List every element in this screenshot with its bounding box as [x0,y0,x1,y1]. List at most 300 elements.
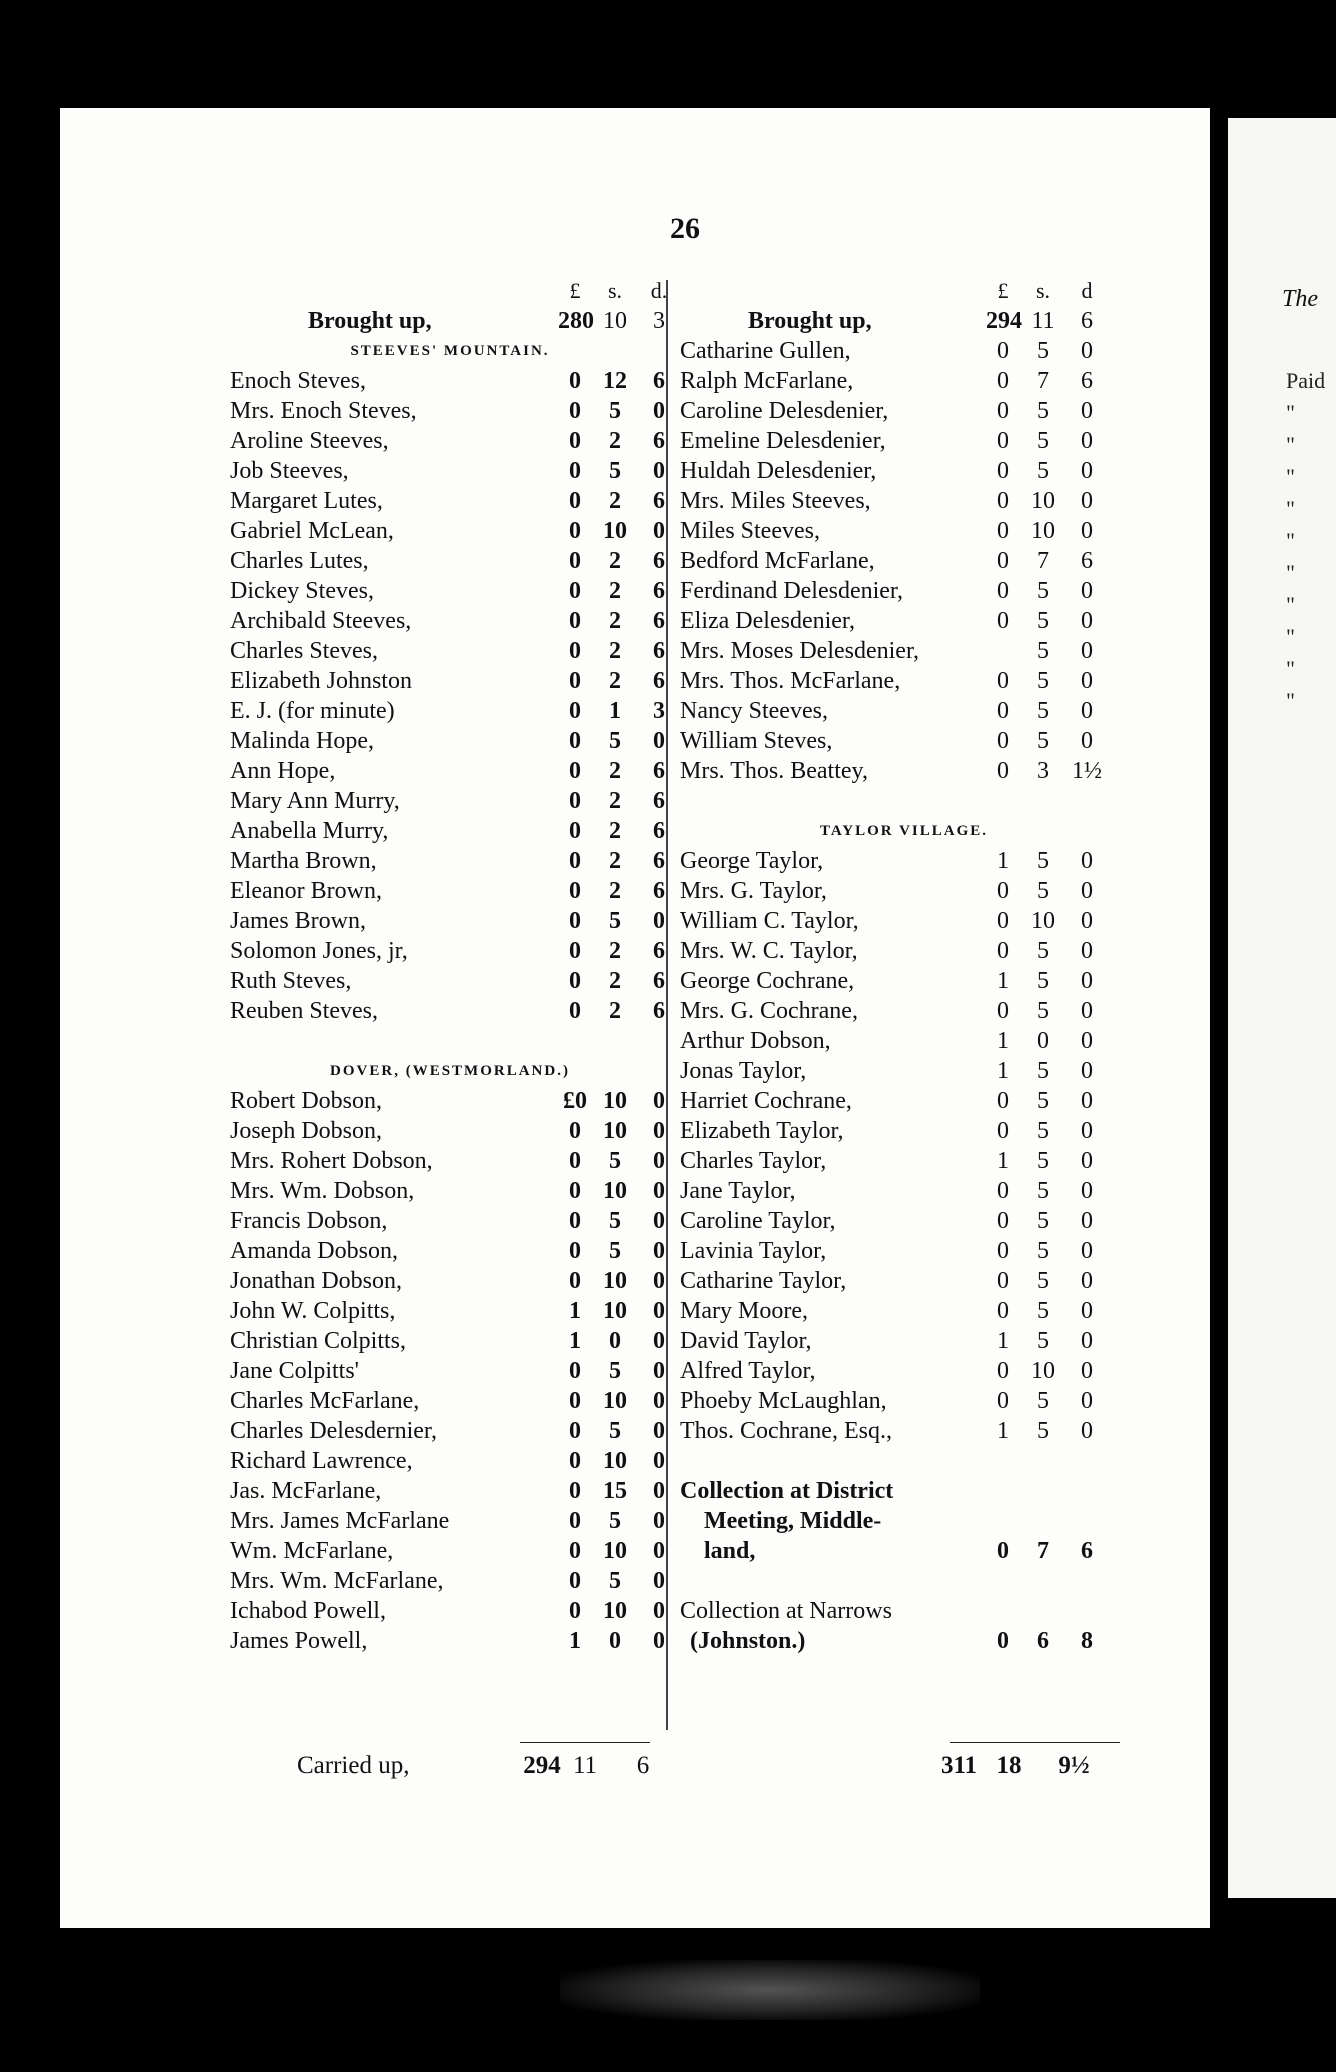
collection-amount-row [680,1626,1128,1656]
amount-shillings: 5 [1037,638,1049,664]
facing-page-line: " [1286,560,1295,585]
entry-name: Job Steeves, [230,458,349,484]
amount-shillings: 5 [609,1358,621,1384]
amount-pounds: 1 [997,1418,1009,1444]
ledger-entry [230,786,670,816]
entry-name: Francis Dobson, [230,1208,388,1234]
entry-name: Ichabod Powell, [230,1598,386,1624]
amount-pence: 0 [653,1358,665,1384]
entry-name: Mrs. G. Cochrane, [680,998,858,1024]
entry-name: Reuben Steves, [230,998,378,1024]
facing-page-line: " [1286,400,1295,425]
amount-pounds: 1 [569,1298,581,1324]
amount-pounds: 0 [569,638,581,664]
amount-pounds: 0 [997,1358,1009,1384]
facing-page-title: The [1282,286,1318,312]
amount-pence: 6 [653,758,665,784]
ledger-entry [680,366,1128,396]
entry-name: Nancy Steeves, [680,698,828,724]
amount-shillings: 5 [1037,578,1049,604]
amount-pence: 6 [1081,368,1093,394]
ledger-entry [230,366,670,396]
amount-pence: 0 [1081,1208,1093,1234]
entry-name: Aroline Steeves, [230,428,389,454]
amount-pence: 0 [653,1418,665,1444]
amount-shillings: 2 [609,758,621,784]
ledger-entry [230,1086,670,1116]
ledger-entry [230,696,670,726]
collection-line [680,1596,1128,1626]
amount-pounds: 0 [569,1598,581,1624]
shillings-heading: s. [1035,278,1051,303]
amount-pounds: 0 [997,908,1009,934]
amount-shillings: 10 [1031,908,1055,934]
ledger-entry [230,1266,670,1296]
entry-name: Elizabeth Taylor, [680,1118,844,1144]
ledger-entry [680,1416,1128,1446]
brought-up-shillings: 10 [603,308,627,334]
amount-pounds: 0 [569,1448,581,1474]
ledger-entry [230,666,670,696]
amount-pence: 0 [1081,728,1093,754]
entry-name: George Taylor, [680,848,824,874]
amount-shillings: 10 [603,1448,627,1474]
ledger-entry [230,576,670,606]
amount-shillings: 10 [1031,1358,1055,1384]
ledger-entry [680,756,1128,786]
amount-pence: 0 [1081,578,1093,604]
amount-pence: 0 [1081,1418,1093,1444]
amount-pounds: 0 [997,698,1009,724]
entry-name: Mrs. Enoch Steves, [230,398,417,424]
amount-shillings: 5 [1037,1058,1049,1084]
amount-pence: 6 [653,938,665,964]
ledger-entry [230,1446,670,1476]
amount-pence: 6 [1081,1538,1093,1564]
amount-shillings: 10 [603,1178,627,1204]
amount-pence: 0 [1081,668,1093,694]
facing-page-line: " [1286,592,1295,617]
entry-name: Enoch Steves, [230,368,366,394]
brought-up-pence: 3 [653,308,665,334]
ledger-entry [230,1386,670,1416]
currency-header [680,276,1128,306]
ledger-entry [230,1476,670,1506]
facing-page-line: " [1286,496,1295,521]
ledger-entry [230,1566,670,1596]
amount-pounds: 0 [997,428,1009,454]
entry-name: Jane Colpitts' [230,1358,359,1384]
ledger-entry [230,1176,670,1206]
entry-name: Ruth Steves, [230,968,352,994]
ledger-entry [230,396,670,426]
entry-name: Charles McFarlane, [230,1388,420,1414]
amount-pounds: 0 [569,1178,581,1204]
left-column [230,276,670,1656]
entry-name: Huldah Delesdenier, [680,458,877,484]
amount-shillings: 5 [609,728,621,754]
ledger-entry [680,906,1128,936]
amount-shillings: 5 [1037,848,1049,874]
amount-pounds: 0 [997,368,1009,394]
total-rule [950,1742,1120,1743]
ledger-entry [680,1356,1128,1386]
amount-pounds: 0 [569,788,581,814]
ledger-entry [230,486,670,516]
collection-text: (Johnston.) [690,1628,806,1654]
ledger-entry [230,546,670,576]
right-column [680,276,1128,1656]
amount-shillings: 5 [1037,1328,1049,1354]
brought-up-pounds: 294 [986,308,1022,334]
entry-name: Jas. McFarlane, [230,1478,382,1504]
facing-page-line: " [1286,624,1295,649]
entry-name: James Brown, [230,908,366,934]
entry-name: Thos. Cochrane, Esq., [680,1418,892,1444]
amount-pence: 0 [1081,608,1093,634]
ledger-entry [680,996,1128,1026]
ledger-entry [680,876,1128,906]
amount-pence: 0 [653,1148,665,1174]
amount-pounds: 0 [997,1088,1009,1114]
amount-pounds: 1 [997,848,1009,874]
amount-shillings: 5 [609,908,621,934]
ledger-entry [230,456,670,486]
section-title: TAYLOR VILLAGE. [819,823,989,839]
ledger-entry [680,636,1128,666]
amount-shillings: 5 [1037,998,1049,1024]
amount-pence: 0 [1081,1328,1093,1354]
collection-text: Meeting, Middle- [704,1508,882,1534]
ledger-entry [680,1266,1128,1296]
pence-heading: d. [650,278,668,303]
amount-shillings: 5 [1037,1298,1049,1324]
amount-pence: 0 [1081,1118,1093,1144]
carried-pence: 9½ [1058,1752,1090,1779]
amount-pounds: 0 [569,458,581,484]
entry-name: Miles Steeves, [680,518,820,544]
ledger-entry [230,426,670,456]
ledger-entry [680,846,1128,876]
amount-pence: 0 [1081,458,1093,484]
amount-pence: 0 [1081,428,1093,454]
amount-pounds: 0 [569,1568,581,1594]
entry-name: Charles Steves, [230,638,378,664]
amount-shillings: 15 [603,1478,627,1504]
amount-shillings: 2 [609,818,621,844]
amount-pounds: 0 [569,1388,581,1414]
amount-pounds: 1 [997,968,1009,994]
entry-name: Amanda Dobson, [230,1238,398,1264]
amount-pounds: 0 [997,608,1009,634]
ledger-entry [680,696,1128,726]
amount-pence: 0 [653,1538,665,1564]
ledger-entry [230,606,670,636]
amount-shillings: 0 [609,1628,621,1654]
amount-pence: 6 [653,428,665,454]
amount-pence: 0 [1081,488,1093,514]
amount-shillings: 5 [1037,428,1049,454]
amount-shillings: 7 [1037,368,1049,394]
ledger-entry [680,426,1128,456]
amount-pounds: 0 [569,728,581,754]
amount-pence: 0 [653,1208,665,1234]
amount-pence: 0 [653,1298,665,1324]
amount-pence: 6 [653,548,665,574]
collection-text: Collection at District [680,1478,894,1504]
section-title: DOVER, (WESTMORLAND.) [330,1063,570,1079]
amount-pounds: 0 [569,1538,581,1564]
amount-pence: 0 [1081,878,1093,904]
ledger-entry [680,1116,1128,1146]
ledger-entry [680,486,1128,516]
amount-shillings: 2 [609,788,621,814]
entry-name: Mrs. Miles Steeves, [680,488,871,514]
amount-pence: 6 [653,668,665,694]
entry-name: Mrs. James McFarlane [230,1508,450,1534]
entry-name: Christian Colpitts, [230,1328,407,1354]
amount-shillings: 5 [609,1418,621,1444]
amount-pounds: 0 [997,1298,1009,1324]
entry-name: Mrs. W. C. Taylor, [680,938,858,964]
amount-pounds: 1 [997,1058,1009,1084]
ledger-entry [230,1236,670,1266]
amount-pounds: 0 [997,998,1009,1024]
amount-pounds: 0 [569,1268,581,1294]
ledger-entry [230,1326,670,1356]
amount-pounds: 0 [569,908,581,934]
amount-pence: 0 [653,1628,665,1654]
amount-pounds: 0 [569,578,581,604]
amount-pence: 1½ [1072,758,1102,784]
amount-pence: 6 [653,968,665,994]
brought-up-label: Brought up, [308,308,432,334]
amount-pence: 6 [653,878,665,904]
amount-pence: 6 [653,368,665,394]
ledger-entry [680,1206,1128,1236]
entry-name: George Cochrane, [680,968,855,994]
entry-name: Margaret Lutes, [230,488,383,514]
amount-shillings: 2 [609,968,621,994]
amount-pounds: £0 [563,1088,587,1114]
amount-pounds: 0 [569,1508,581,1534]
entry-name: Dickey Steves, [230,578,374,604]
ledger-entry [230,1416,670,1446]
ledger-entry [230,846,670,876]
amount-pence: 0 [1081,638,1093,664]
amount-shillings: 5 [1037,1388,1049,1414]
amount-pounds: 0 [569,848,581,874]
entry-name: Alfred Taylor, [680,1358,816,1384]
amount-shillings: 5 [1037,728,1049,754]
amount-pence: 0 [653,1118,665,1144]
ledger-entry [230,1536,670,1566]
amount-shillings: 2 [609,848,621,874]
entry-name: James Powell, [230,1628,368,1654]
amount-pence: 0 [653,1238,665,1264]
amount-pounds: 0 [997,1118,1009,1144]
entry-name: David Taylor, [680,1328,812,1354]
amount-shillings: 5 [609,1148,621,1174]
entry-name: Charles Lutes, [230,548,369,574]
amount-pence: 0 [653,1568,665,1594]
amount-pounds: 1 [569,1328,581,1354]
amount-shillings: 5 [609,1208,621,1234]
amount-shillings: 3 [1037,758,1049,784]
entry-name: Wm. McFarlane, [230,1538,394,1564]
entry-name: Malinda Hope, [230,728,374,754]
amount-pence: 0 [653,1478,665,1504]
amount-pence: 0 [653,1268,665,1294]
amount-pence: 8 [1081,1628,1093,1654]
amount-pence: 0 [653,1328,665,1354]
amount-pounds: 0 [569,1118,581,1144]
amount-pence: 0 [653,1088,665,1114]
entry-name: Gabriel McLean, [230,518,394,544]
amount-pounds: 0 [997,938,1009,964]
ledger-entry [230,636,670,666]
amount-pounds: 1 [997,1148,1009,1174]
amount-pounds: 0 [997,1178,1009,1204]
amount-shillings: 5 [1037,968,1049,994]
amount-shillings: 5 [1037,668,1049,694]
collection-line [680,1506,1128,1536]
amount-pence: 0 [653,398,665,424]
amount-shillings: 5 [609,1238,621,1264]
carried-up-left [232,1752,672,1782]
facing-page-line: " [1286,656,1295,681]
amount-pounds: 0 [997,1238,1009,1264]
entry-name: Phoeby McLaughlan, [680,1388,887,1414]
amount-shillings: 2 [609,998,621,1024]
amount-shillings: 5 [1037,1238,1049,1264]
ledger-entry [680,396,1128,426]
carried-shillings: 11 [572,1752,598,1779]
entry-name: Ralph McFarlane, [680,368,854,394]
amount-shillings: 2 [609,428,621,454]
amount-shillings: 5 [1037,1088,1049,1114]
entry-name: John W. Colpitts, [230,1298,396,1324]
amount-shillings: 5 [1037,398,1049,424]
amount-pence: 0 [653,1508,665,1534]
amount-pounds: 1 [569,1628,581,1654]
ledger-entry [680,1026,1128,1056]
collection-amount-row [680,1536,1128,1566]
entry-name: Mary Moore, [680,1298,808,1324]
amount-shillings: 5 [1037,1178,1049,1204]
amount-pounds: 0 [569,488,581,514]
amount-shillings: 2 [609,488,621,514]
amount-pounds: 0 [569,428,581,454]
entry-name: Jonas Taylor, [680,1058,807,1084]
amount-pence: 0 [1081,998,1093,1024]
amount-pence: 0 [1081,1148,1093,1174]
carried-up-right [680,1752,1128,1782]
amount-shillings: 5 [609,398,621,424]
entry-name: Caroline Delesdenier, [680,398,889,424]
amount-pounds: 0 [997,878,1009,904]
amount-shillings: 7 [1037,548,1049,574]
ledger-entry [680,1086,1128,1116]
ledger-entry [230,516,670,546]
carried-pounds: 294 [523,1752,561,1779]
amount-pounds: 0 [569,668,581,694]
amount-shillings: 10 [603,1088,627,1114]
amount-pence: 0 [653,1448,665,1474]
entry-name: Mrs. Thos. Beattey, [680,758,868,784]
amount-pounds: 0 [997,548,1009,574]
facing-page-line: " [1286,688,1295,713]
amount-shillings: 2 [609,668,621,694]
amount-shillings: 5 [1037,1148,1049,1174]
amount-pence: 0 [653,1598,665,1624]
collection-text: Collection at Narrows [680,1598,892,1624]
amount-pence: 0 [1081,1028,1093,1054]
entry-name: Caroline Taylor, [680,1208,836,1234]
amount-pounds: 0 [569,938,581,964]
facing-page-line: " [1286,432,1295,457]
amount-pounds: 0 [569,548,581,574]
amount-pence: 0 [1081,968,1093,994]
amount-shillings: 10 [603,518,627,544]
amount-pence: 0 [1081,1388,1093,1414]
ledger-entry [230,876,670,906]
amount-pounds: 0 [569,968,581,994]
facing-page-line: " [1286,464,1295,489]
pounds-heading: £ [569,278,581,303]
amount-pounds: 0 [569,878,581,904]
ledger-entry [230,966,670,996]
amount-pounds: 0 [997,728,1009,754]
amount-pounds: 0 [997,578,1009,604]
ledger-entry [680,726,1128,756]
amount-pounds: 0 [997,1388,1009,1414]
amount-pence: 0 [1081,1298,1093,1324]
amount-shillings: 0 [1037,1028,1049,1054]
amount-pounds: 0 [997,668,1009,694]
amount-pence: 6 [653,788,665,814]
facing-page-line: Paid [1286,368,1326,393]
entry-name: Mrs. Wm. McFarlane, [230,1568,444,1594]
carried-pounds: 311 [940,1752,978,1779]
amount-pounds: 0 [997,518,1009,544]
entry-name: Eleanor Brown, [230,878,382,904]
brought-up-row [230,306,670,336]
pence-heading: d [1081,278,1093,303]
ledger-entry [230,1626,670,1656]
entry-name: Lavinia Taylor, [680,1238,827,1264]
ledger-entry [680,1176,1128,1206]
amount-shillings: 10 [603,1268,627,1294]
amount-pounds: 0 [997,398,1009,424]
amount-shillings: 5 [1037,878,1049,904]
amount-shillings: 1 [609,698,621,724]
amount-shillings: 10 [603,1538,627,1564]
brought-up-row [680,306,1128,336]
amount-pounds: 0 [997,1538,1009,1564]
amount-shillings: 12 [603,368,627,394]
entry-name: William Steves, [680,728,833,754]
amount-pounds: 0 [569,758,581,784]
amount-pounds: 0 [569,1478,581,1504]
collection-text: land, [704,1538,756,1564]
ledger-entry [230,1356,670,1386]
amount-pence: 6 [653,638,665,664]
amount-pence: 6 [653,608,665,634]
entry-name: Mrs. Rohert Dobson, [230,1148,433,1174]
amount-pence: 3 [653,698,665,724]
brought-up-pence: 6 [1081,308,1093,334]
